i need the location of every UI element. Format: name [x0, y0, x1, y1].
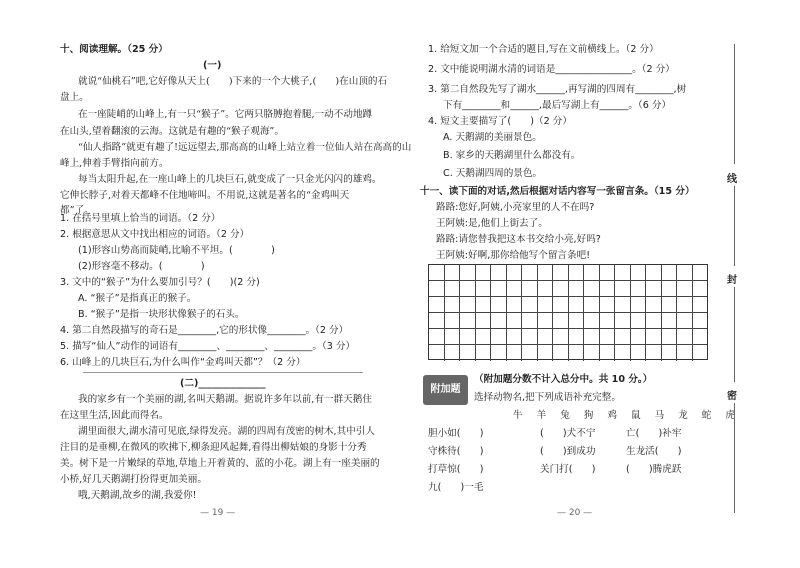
idiom-item[interactable]: ( )犬不宁 — [540, 428, 596, 439]
grid-cell[interactable] — [693, 313, 708, 328]
grid-cell[interactable] — [429, 265, 445, 280]
grid-cell[interactable] — [646, 281, 662, 296]
grid-cell[interactable] — [429, 297, 445, 312]
grid-cell[interactable] — [600, 329, 616, 344]
grid-row — [429, 297, 707, 313]
passage1-line: 它伸长脖子,对着天都峰不住地啼叫。不用说,这就是著名的“金鸡叫天 — [60, 190, 350, 201]
grid-cell[interactable] — [600, 297, 616, 312]
grid-cell[interactable] — [522, 345, 538, 361]
grid-cell[interactable] — [491, 329, 507, 344]
idiom-item[interactable]: 打草惊( ) — [428, 464, 484, 475]
page-number-right: — 20 — — [557, 508, 593, 518]
binding-line — [734, 287, 735, 382]
grid-cell[interactable] — [631, 297, 647, 312]
dialogue-line: 路路:您好,阿姨,小亮家里的人不在吗? — [436, 202, 595, 213]
grid-row — [429, 345, 707, 361]
grid-cell[interactable] — [445, 297, 461, 312]
animal-name: 兔 — [560, 410, 570, 421]
grid-cell[interactable] — [538, 313, 554, 328]
grid-cell[interactable] — [615, 297, 631, 312]
grid-cell[interactable] — [693, 345, 708, 361]
r-question-3-line1[interactable]: 3. 第二自然段先写了湖水______,再写湖的四周有________,树 — [428, 84, 687, 95]
grid-cell[interactable] — [631, 345, 647, 361]
grid-cell[interactable] — [600, 265, 616, 280]
animal-name: 马 — [654, 410, 665, 421]
grid-cell[interactable] — [662, 313, 678, 328]
grid-cell[interactable] — [507, 265, 523, 280]
idiom-item[interactable]: 亡( )补牢 — [626, 428, 682, 439]
grid-cell[interactable] — [507, 313, 523, 328]
animal-name: 鸡 — [607, 410, 617, 421]
grid-cell[interactable] — [646, 265, 662, 280]
grid-cell[interactable] — [569, 313, 585, 328]
grid-cell[interactable] — [476, 329, 492, 344]
passage2-line: 美。树下是一片嫩绿的草地,草地上开着黄的、蓝的小花。湖上有一座美丽的 — [60, 458, 380, 469]
animal-name: 牛 — [513, 410, 523, 421]
idiom-item[interactable]: ( )到成功 — [540, 446, 596, 457]
grid-cell[interactable] — [429, 281, 445, 296]
grid-cell[interactable] — [615, 265, 631, 280]
section-title-10: 十、阅读理解。（25 分） — [60, 44, 168, 55]
grid-cell[interactable] — [476, 297, 492, 312]
question-3-option-b: B. “猴子”是指一块形状像猴子的石头。 — [78, 309, 245, 320]
animal-list — [513, 410, 749, 422]
animal-name: 龙 — [678, 410, 688, 421]
grid-cell[interactable] — [646, 313, 662, 328]
grid-cell[interactable] — [507, 281, 523, 296]
grid-cell[interactable] — [553, 345, 569, 361]
grid-cell[interactable] — [677, 345, 693, 361]
grid-row — [429, 313, 707, 329]
grid-cell[interactable] — [631, 329, 647, 344]
grid-cell[interactable] — [569, 265, 585, 280]
part1-label: (一) — [203, 60, 222, 71]
grid-cell[interactable] — [662, 265, 678, 280]
question-3[interactable]: 3. 文中的“猴子”为什么要加引号？( )(2 分) — [60, 277, 260, 288]
grid-cell[interactable] — [522, 329, 538, 344]
grid-cell[interactable] — [507, 329, 523, 344]
binding-char-feng: 封 — [727, 275, 737, 286]
grid-cell[interactable] — [538, 297, 554, 312]
r-question-1: 1. 给短文加一个合适的题目,写在文前横线上。（2 分） — [428, 44, 659, 55]
grid-cell[interactable] — [693, 329, 708, 344]
passage1-line: 每当太阳升起,在一座山峰上的几块巨石,就变成了一只金光闪闪的雄鸡。 — [78, 174, 382, 185]
binding-line — [734, 403, 735, 513]
dialogue-line: 路路:请您替我把这本书交给小亮,好吗? — [436, 234, 601, 245]
grid-cell[interactable] — [677, 313, 693, 328]
part2-label[interactable]: (二)______________ — [180, 378, 266, 389]
grid-cell[interactable] — [445, 345, 461, 361]
grid-cell[interactable] — [538, 329, 554, 344]
grid-cell[interactable] — [522, 281, 538, 296]
passage1-line: 都”了。 — [60, 205, 94, 216]
idiom-item[interactable]: 守株待( ) — [428, 446, 484, 457]
grid-cell[interactable] — [646, 297, 662, 312]
grid-cell[interactable] — [476, 313, 492, 328]
passage1-line: 盘上。 — [60, 92, 89, 103]
grid-cell[interactable] — [693, 265, 708, 280]
bonus-badge: 附加题 — [423, 375, 468, 405]
answer-line[interactable] — [83, 372, 363, 373]
grid-cell[interactable] — [460, 265, 476, 280]
grid-cell[interactable] — [600, 345, 616, 361]
grid-cell[interactable] — [491, 345, 507, 361]
binding-char-xian: 线 — [727, 174, 737, 185]
grid-cell[interactable] — [445, 329, 461, 344]
r-question-4-option-c: C. 天鹅湖四周的景色。 — [443, 168, 543, 179]
grid-cell[interactable] — [476, 265, 492, 280]
grid-cell[interactable] — [460, 297, 476, 312]
grid-cell[interactable] — [476, 281, 492, 296]
grid-cell[interactable] — [662, 281, 678, 296]
grid-cell[interactable] — [460, 281, 476, 296]
grid-cell[interactable] — [615, 329, 631, 344]
grid-cell[interactable] — [584, 297, 600, 312]
grid-cell[interactable] — [538, 345, 554, 361]
grid-cell[interactable] — [631, 265, 647, 280]
grid-cell[interactable] — [584, 329, 600, 344]
grid-cell[interactable] — [538, 281, 554, 296]
grid-cell[interactable] — [553, 265, 569, 280]
grid-cell[interactable] — [569, 329, 585, 344]
animal-name: 羊 — [536, 410, 547, 421]
section-title-11: 十一、读下面的对话,然后根据对话内容写一张留言条。（15 分） — [420, 186, 695, 197]
idiom-item[interactable]: 胆小如( ) — [428, 428, 484, 439]
bonus-title: （附加题分数不计入总分中。共 10 分。） — [474, 374, 653, 385]
grid-cell[interactable] — [584, 313, 600, 328]
dialogue-line: 王阿姨:好啊,那你给他写个留言条吧! — [436, 250, 591, 261]
grid-cell[interactable] — [693, 281, 708, 296]
grid-cell[interactable] — [631, 313, 647, 328]
grid-cell[interactable] — [615, 281, 631, 296]
animal-name: 鼠 — [630, 410, 641, 421]
question-6: 6. 山峰上的几块巨石,为什么叫作“金鸡叫天都”？（2 分） — [60, 357, 306, 368]
grid-cell[interactable] — [445, 265, 461, 280]
grid-cell[interactable] — [429, 329, 445, 344]
grid-cell[interactable] — [677, 281, 693, 296]
grid-cell[interactable] — [491, 281, 507, 296]
grid-cell[interactable] — [553, 281, 569, 296]
grid-cell[interactable] — [615, 313, 631, 328]
grid-cell[interactable] — [677, 297, 693, 312]
grid-cell[interactable] — [631, 281, 647, 296]
grid-cell[interactable] — [445, 281, 461, 296]
idiom-item[interactable]: 生龙活( ) — [626, 446, 682, 457]
idiom-item[interactable]: ( )腾虎跃 — [626, 464, 682, 475]
grid-cell[interactable] — [584, 265, 600, 280]
grid-cell[interactable] — [460, 313, 476, 328]
question-2a[interactable]: (1)形容山势高而陡峭,比喻不平坦。( ) — [78, 245, 275, 256]
passage2-line: 小桥,好几天鹅湖打扮得更加美丽。 — [60, 474, 207, 485]
grid-cell[interactable] — [662, 297, 678, 312]
r-question-3-line2[interactable]: 下有________和______,最后写湖上有______。（6 分） — [443, 100, 672, 111]
grid-cell[interactable] — [553, 329, 569, 344]
binding-line — [734, 186, 735, 266]
animal-name: 蛇 — [701, 410, 712, 421]
passage1-line: 在一座陡峭的山峰上,有一只“猴子”。它两只胳膊抱着腿,一动不动地蹲 — [78, 109, 373, 120]
grid-row — [429, 281, 707, 297]
page-number-left: — 19 — — [200, 508, 236, 518]
grid-cell[interactable] — [569, 281, 585, 296]
binding-line — [734, 44, 735, 164]
question-5[interactable]: 5. 描写“仙人”动作的词语有________、________、________。（3 分） — [60, 341, 356, 352]
passage2-line: 在这里生活,因此而得名。 — [60, 410, 169, 421]
grid-cell[interactable] — [429, 345, 445, 361]
grid-cell[interactable] — [646, 345, 662, 361]
grid-cell[interactable] — [600, 281, 616, 296]
grid-cell[interactable] — [522, 313, 538, 328]
question-1: 1. 在括号里填上恰当的词语。（2 分） — [60, 213, 221, 224]
grid-cell[interactable] — [476, 345, 492, 361]
grid-cell[interactable] — [677, 329, 693, 344]
grid-cell[interactable] — [522, 297, 538, 312]
r-question-4-option-a: A. 天鹅湖的美丽景色。 — [443, 132, 542, 143]
grid-cell[interactable] — [553, 313, 569, 328]
grid-row — [429, 329, 707, 345]
r-question-4-option-b: B. 家乡的天鹅湖里什么都没有。 — [443, 150, 581, 161]
idiom-item[interactable]: 关门打( ) — [540, 464, 596, 475]
grid-cell[interactable] — [677, 265, 693, 280]
passage2-line: 注目的是垂柳,在微风的吹拂下,柳条迎风起舞,看得出柳姑娘的身影十分秀 — [60, 442, 367, 453]
grid-cell[interactable] — [445, 313, 461, 328]
grid-cell[interactable] — [460, 329, 476, 344]
grid-cell[interactable] — [600, 313, 616, 328]
animal-name: 虎 — [725, 410, 735, 421]
question-3-option-a: A. “猴子”是指真正的猴子。 — [78, 293, 197, 304]
grid-cell[interactable] — [491, 297, 507, 312]
r-question-2[interactable]: 2. 文中能说明湖水清的词语是________________。（2 分） — [428, 64, 675, 75]
grid-cell[interactable] — [507, 297, 523, 312]
passage1-line: 在山头,望着翻滚的云海。这就是有趣的“猴子观海”。 — [60, 126, 284, 137]
question-2b[interactable]: (2)形容毫不移动。( ) — [78, 261, 205, 272]
passage1-line: “仙人指路”就更有趣了!远远望去,那高高的山峰上站立着一位仙人站在高高的山 — [78, 142, 412, 153]
question-2: 2. 根据意思从文中找出相应的词语。（2 分） — [60, 229, 250, 240]
grid-cell[interactable] — [491, 265, 507, 280]
passage2-line: 湖里面很大,湖水清可见底,绿得发亮。湖的四周有茂密的树木,其中引人 — [78, 426, 375, 437]
grid-cell[interactable] — [538, 265, 554, 280]
passage1-line: 就说“仙桃石”吧,它好像从天上( )下来的一个大桃子,( )在山顶的石 — [78, 76, 388, 87]
grid-cell[interactable] — [507, 345, 523, 361]
r-question-4[interactable]: 4. 短文主要描写了( )（2 分） — [428, 116, 572, 127]
dialogue-line: 王阿姨:是,他们上街去了。 — [436, 218, 548, 229]
grid-cell[interactable] — [569, 297, 585, 312]
idiom-item[interactable]: 九( )一毛 — [428, 482, 484, 493]
grid-cell[interactable] — [693, 297, 708, 312]
grid-cell[interactable] — [615, 345, 631, 361]
grid-cell[interactable] — [460, 345, 476, 361]
question-4[interactable]: 4. 第二自然段描写的奇石是________,它的形状像________。（2 分） — [60, 325, 349, 336]
passage1-line: 峰上,伸着手臂指向前方。 — [60, 158, 169, 169]
passage2-line: 哦,天鹅湖,故乡的湖,我爱你! — [78, 490, 197, 501]
grid-cell[interactable] — [429, 313, 445, 328]
grid-cell[interactable] — [662, 329, 678, 344]
grid-cell[interactable] — [662, 345, 678, 361]
grid-cell[interactable] — [553, 297, 569, 312]
grid-cell[interactable] — [569, 345, 585, 361]
passage2-line: 我的家乡有一个美丽的湖,名叫天鹅湖。据说许多年以前,有一群天鹅住 — [78, 394, 372, 405]
animal-name: 狗 — [583, 410, 594, 421]
grid-cell[interactable] — [584, 281, 600, 296]
grid-cell[interactable] — [491, 313, 507, 328]
grid-cell[interactable] — [584, 345, 600, 361]
binding-char-mi: 密 — [727, 391, 737, 402]
grid-row — [429, 265, 707, 281]
writing-grid[interactable] — [428, 264, 708, 360]
bonus-instruction: 选择动物名,把下列成语补充完整。 — [474, 392, 621, 403]
grid-cell[interactable] — [522, 265, 538, 280]
grid-cell[interactable] — [646, 329, 662, 344]
